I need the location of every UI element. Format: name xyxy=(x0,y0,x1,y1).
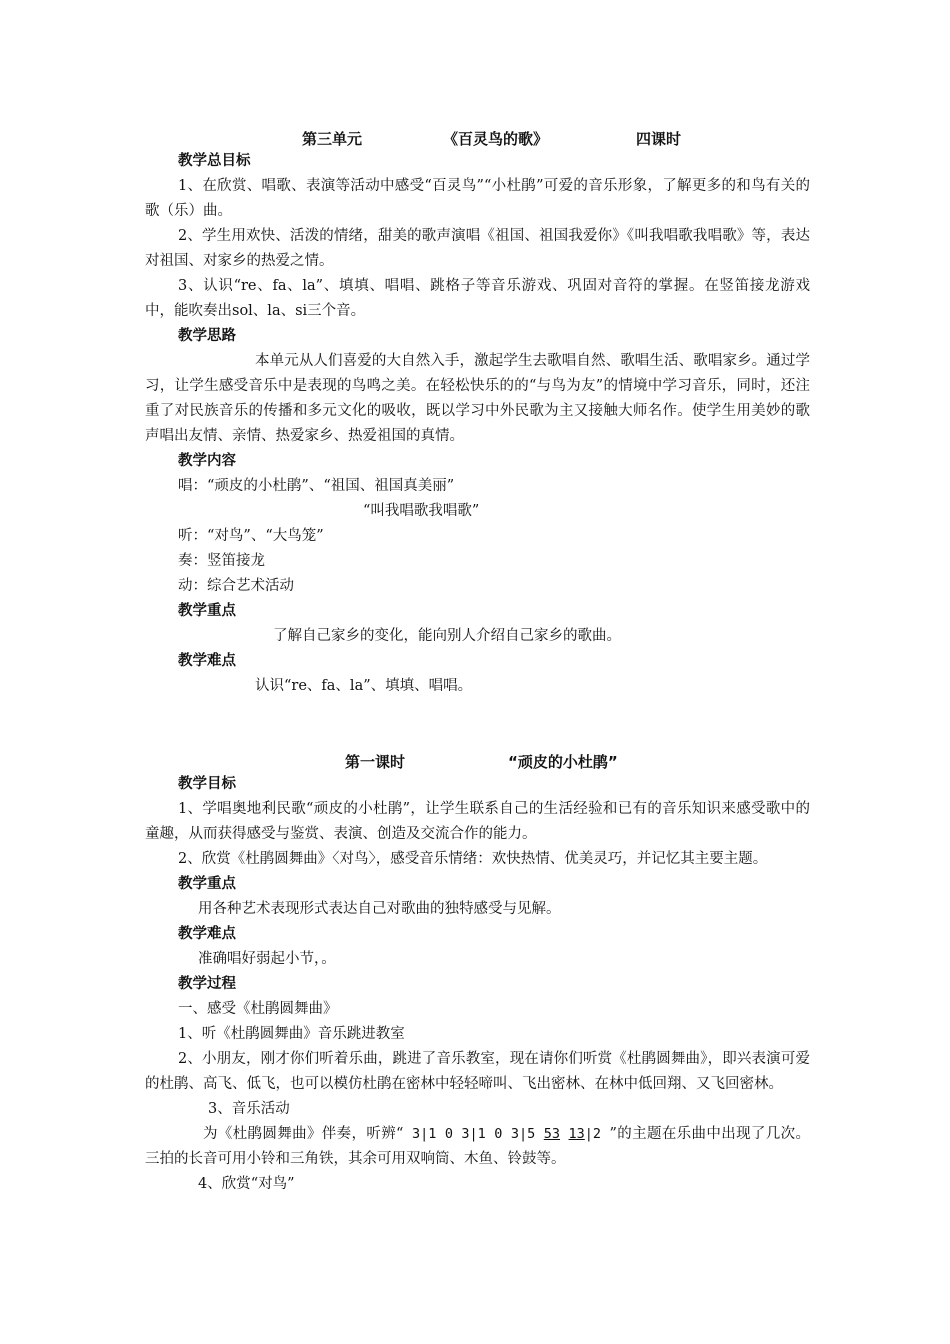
content-listen: 听：“对鸟”、“大鸟笼” xyxy=(178,528,324,544)
process-step-1-2: 2、小朋友，刚才你们听着乐曲，跳进了音乐教室，现在请你们听赏《杜鹃圆舞曲》，即兴表演可爱的杜鹃、高飞、低飞，也可以模仿杜鹃在密林中轻轻啼叫、飞出密林、在林中低回翔、又飞回密林。 xyxy=(145,1051,810,1092)
unit-section xyxy=(145,149,810,699)
unit-idea-heading: 教学思路 xyxy=(178,328,236,344)
unit-idea: 本单元从人们喜爱的大自然入手，激起学生去歌唱自然、歌唱生活、歌唱家乡。通过学习，让学生感受音乐中是表现的鸟鸣之美。在轻松快乐的的“与鸟为友”的情境中学习音乐，同时，还注重了对民族音乐的传播和多元文化的吸收，既以学习中外民歌为主又接触大师名作。使学生用美妙的歌声唱出友情、亲情、热爱家乡、热爱祖国的真情。 xyxy=(145,353,810,444)
notation-underlined-1: 53 xyxy=(543,1126,561,1142)
unit-goal-2: 2、学生用欢快、活泼的情绪，甜美的歌声演唱《祖国、祖国我爱你》《叫我唱歌我唱歌》等，表达对祖国、对家乡的热爱之情。 xyxy=(145,228,810,269)
unit-goal-3: 3、认识“re、fa、la”、填填、唱唱、跳格子等音乐游戏、巩固对音符的掌握。在竖笛接龙游戏中，能吹奏出sol、la、si三个音。 xyxy=(145,278,810,319)
lesson-title-row xyxy=(0,751,950,773)
process-step-1: 一、感受《杜鹃圆舞曲》 xyxy=(178,1001,338,1017)
unit-hours: 四课时 xyxy=(636,130,682,148)
lesson-goals-heading: 教学目标 xyxy=(178,776,236,792)
content-move: 动：综合艺术活动 xyxy=(178,578,294,594)
lesson-goal-2: 2、欣赏《杜鹃圆舞曲》〈对鸟〉，感受音乐情绪：欢快热情、优美灵巧，并记忆其主要主题。 xyxy=(178,851,768,867)
content-sing-1: 唱：“顽皮的小杜鹃”、“祖国、祖国真美丽” xyxy=(178,478,455,494)
music-notation: 3|1 0 3|1 0 3|5 xyxy=(403,1126,544,1142)
lesson-name: “顽皮的小杜鹃” xyxy=(508,753,618,771)
process-step-1-1: 1、听《杜鹃圆舞曲》音乐跳进教室 xyxy=(178,1026,405,1042)
lesson-section xyxy=(145,772,810,1197)
unit-number: 第三单元 xyxy=(302,130,363,148)
unit-goal-1: 1、在欣赏、唱歌、表演等活动中感受“百灵鸟”“小杜鹃”可爱的音乐形象，了解更多的和鸟有关的歌（乐）曲。 xyxy=(145,178,810,219)
lesson-process-heading: 教学过程 xyxy=(178,976,236,992)
notation-underlined-2: 13 xyxy=(568,1126,585,1142)
process-step-1-4: 4、欣赏“对鸟” xyxy=(198,1176,295,1192)
lesson-difficulty-heading: 教学难点 xyxy=(178,926,236,942)
detail-text-a: 为《杜鹃圆舞曲》伴奏，听辨“ xyxy=(203,1126,404,1142)
unit-title-row xyxy=(0,128,950,150)
detail-text-b: ”的主题在乐曲中出现了几次。三拍的长音可用小铃和三角铁，其余可用双响筒、木鱼、铃鼓等。 xyxy=(145,1126,810,1167)
lesson-goal-1: 1、学唱奥地利民歌“顽皮的小杜鹃”，让学生联系自己的生活经验和已有的音乐知识来感受歌中的童趣，从而获得感受与鉴赏、表演、创造及交流合作的能力。 xyxy=(145,801,810,842)
content-sing-2: “叫我唱歌我唱歌” xyxy=(363,503,480,519)
process-step-1-3: 3、音乐活动 xyxy=(208,1101,290,1117)
notation-end: |2 xyxy=(584,1126,610,1142)
unit-difficulty-heading: 教学难点 xyxy=(178,653,236,669)
unit-goals-heading: 教学总目标 xyxy=(178,153,251,169)
lesson-number: 第一课时 xyxy=(345,753,406,771)
lesson-key: 用各种艺术表现形式表达自己对歌曲的独特感受与见解。 xyxy=(198,901,561,917)
unit-key-heading: 教学重点 xyxy=(178,603,236,619)
content-play: 奏：竖笛接龙 xyxy=(178,553,265,569)
lesson-difficulty: 准确唱好弱起小节，。 xyxy=(198,951,336,967)
unit-key: 了解自己家乡的变化，能向别人介绍自己家乡的歌曲。 xyxy=(273,628,621,644)
lesson-key-heading: 教学重点 xyxy=(178,876,236,892)
process-step-1-3-detail xyxy=(145,1122,810,1172)
unit-content-heading: 教学内容 xyxy=(178,453,236,469)
unit-difficulty: 认识“re、fa、la”、填填、唱唱。 xyxy=(255,678,473,694)
unit-name: 《百灵鸟的歌》 xyxy=(443,130,549,148)
